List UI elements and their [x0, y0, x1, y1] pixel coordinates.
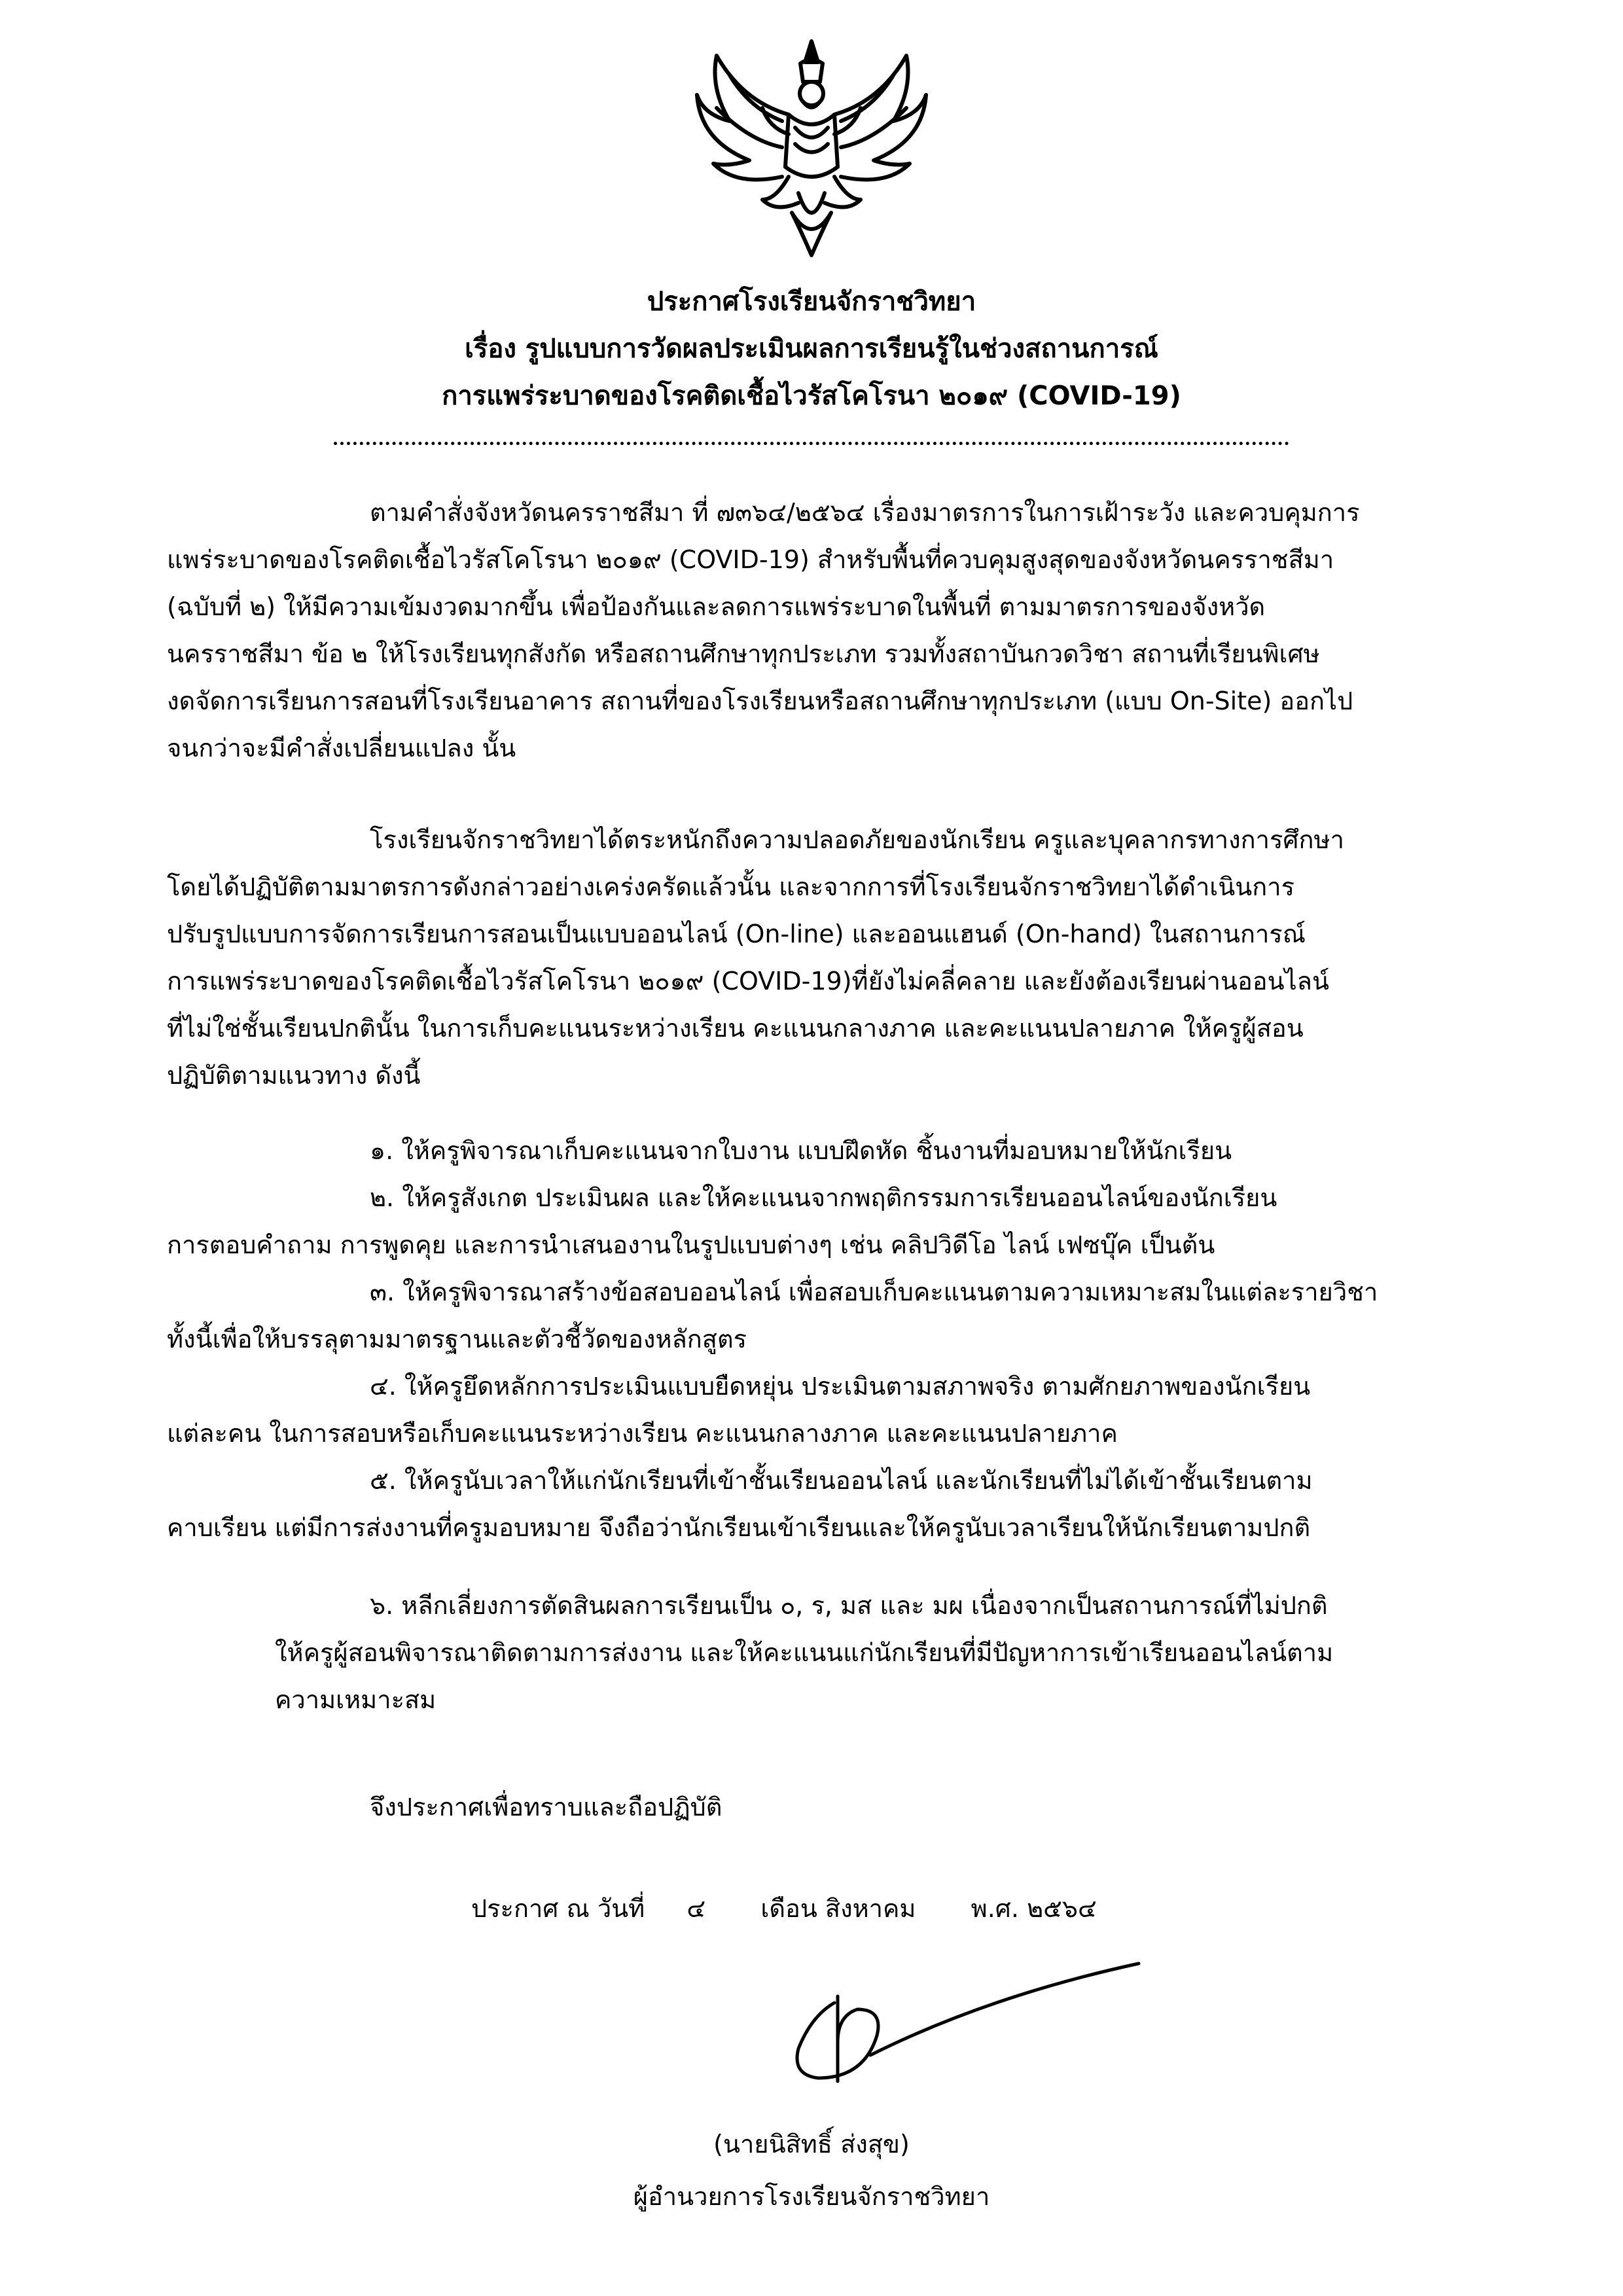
announcement-subject-line2: การแพร่ระบาดของโรคติดเชื้อไวรัสโคโรนา ๒๐๑๙ (COVID-19) — [442, 381, 1181, 411]
garuda-emblem-icon — [690, 36, 933, 259]
list-item-continuation: แต่ละคน ในการสอบหรือเก็บคะแนนระหว่างเรียน คะแนนกลางภาค และคะแนนปลายภาค — [167, 1419, 1118, 1448]
date-month: เดือน สิงหาคม — [760, 1894, 916, 1923]
signatory-position: ผู้อำนวยการโรงเรียนจักราชวิทยา — [633, 2182, 990, 2211]
announcement-title: ประกาศโรงเรียนจักราชวิทยา — [647, 287, 976, 317]
signature-icon — [772, 1957, 1152, 2088]
list-item-continuation: การตอบคำถาม การพูดคุย และการนำเสนองานในรูปแบบต่างๆ เช่น คลิปวิดีโอ ไลน์ เฟซบุ๊ค เป็นต้น — [167, 1230, 1215, 1259]
paragraph-line: งดจัดการเรียนการสอนที่โรงเรียนอาคาร สถานที่ของโรงเรียนหรือสถานศึกษาทุกประเภท (แบบ On-Site) ออกไป — [167, 687, 1353, 715]
paragraph-line: (ฉบับที่ ๒) ให้มีความเข้มงวดมากขึ้น เพื่อป้องกันและลดการแพร่ระบาดในพื้นที่ ตามมาตรการของจังหวัด — [167, 592, 1266, 621]
paragraph-line: การแพร่ระบาดของโรคติดเชื้อไวรัสโคโรนา ๒๐๑๙ (COVID-19)ที่ยังไม่คลี่คลาย และยังต้องเรียนผ่านออนไลน์ — [167, 967, 1329, 996]
list-item: ๔. ให้ครูยึดหลักการประเมินแบบยืดหยุ่น ประเมินตามสภาพจริง ตามศักยภาพของนักเรียน — [370, 1372, 1311, 1401]
list-item-continuation: ทั้งนี้เพื่อให้บรรลุตามมาตรฐานและตัวชี้วัดของหลักสูตร — [167, 1325, 747, 1354]
paragraph-line: ตามคำสั่งจังหวัดนครราชสีมา ที่ ๗๓๖๔/๒๕๖๔ เรื่องมาตรการในการเฝ้าระวัง และควบคุมการ — [370, 498, 1360, 527]
closing-statement: จึงประกาศเพื่อทราบและถือปฏิบัติ — [370, 1793, 722, 1821]
announcement-subject: เรื่อง รูปแบบการวัดผลประเมินผลการเรียนรู้ในช่วงสถานการณ์ — [465, 334, 1158, 364]
date-day: ๔ — [687, 1894, 706, 1923]
list-item-continuation: ความเหมาะสม — [275, 1685, 437, 1714]
list-item: ๖. หลีกเลี่ยงการตัดสินผลการเรียนเป็น ๐, ร, มส และ มผ เนื่องจากเป็นสถานการณ์ที่ไม่ปกติ — [370, 1591, 1328, 1620]
signatory-name: (นายนิสิทธิ์ ส่งสุข) — [713, 2130, 910, 2159]
announcement-date — [471, 1888, 1097, 1928]
paragraph-line: โรงเรียนจักราชวิทยาได้ตระหนักถึงความปลอดภัยของนักเรียน ครูและบุคลากรทางการศึกษา — [370, 825, 1344, 854]
list-item: ๑. ให้ครูพิจารณาเก็บคะแนนจากใบงาน แบบฝึดหัด ชิ้นงานที่มอบหมายให้นักเรียน — [370, 1136, 1232, 1165]
paragraph-line: ปรับรูปแบบการจัดการเรียนการสอนเป็นแบบออนไลน์ (On-line) และออนแฮนด์ (On-hand) ในสถานการณ์ — [167, 920, 1306, 948]
list-item-continuation: ให้ครูผู้สอนพิจารณาติดตามการส่งงาน และให้คะแนนแก่นักเรียนที่มีปัญหาการเข้าเรียนออนไลน์ตาม — [275, 1638, 1334, 1667]
date-year: พ.ศ. ๒๕๖๔ — [971, 1894, 1097, 1923]
list-item-continuation: คาบเรียน แต่มีการส่งงานที่ครูมอบหมาย จึงถือว่านักเรียนเข้าเรียนและให้ครูนับเวลาเรียนให้นักเรียนตามปกติ — [167, 1513, 1311, 1542]
list-item: ๓. ให้ครูพิจารณาสร้างข้อสอบออนไลน์ เพื่อสอบเก็บคะแนนตามความเหมาะสมในแต่ละรายวิชา — [370, 1278, 1378, 1306]
paragraph-line: แพร่ระบาดของโรคติดเชื้อไวรัสโคโรนา ๒๐๑๙ (COVID-19) สำหรับพื้นที่ควบคุมสูงสุดของจังหวัดนครราชสีมา — [167, 545, 1334, 574]
list-item: ๒. ให้ครูสังเกต ประเมินผล และให้คะแนนจากพฤติกรรมการเรียนออนไลน์ของนักเรียน — [370, 1183, 1277, 1212]
paragraph-line: นครราชสีมา ข้อ ๒ ให้โรงเรียนทุกสังกัด หรือสถานศึกษาทุกประเภท รวมทั้งสถาบันกวดวิชา สถานที่เรียนพิเศษ — [167, 639, 1320, 668]
paragraph-line: โดยได้ปฏิบัติตามมาตรการดังกล่าวอย่างเคร่งครัดแล้วนั้น และจากการที่โรงเรียนจักราชวิทยาได้ดำเนินการ — [167, 872, 1295, 901]
dotted-divider — [334, 442, 1289, 448]
date-prefix: ประกาศ ณ วันที่ — [471, 1894, 645, 1923]
paragraph-line: ปฏิบัติตามแนวทาง ดังนี้ — [167, 1061, 421, 1090]
paragraph-line: จนกว่าจะมีคำสั่งเปลี่ยนแปลง นั้น — [167, 734, 516, 762]
paragraph-line: ที่ไม่ใช่ชั้นเรียนปกตินั้น ในการเก็บคะแนนระหว่างเรียน คะแนนกลางภาค และคะแนนปลายภาค ให้ครูผู้สอน — [167, 1014, 1304, 1043]
list-item: ๕. ให้ครูนับเวลาให้แก่นักเรียนที่เข้าชั้นเรียนออนไลน์ และนักเรียนที่ไม่ได้เข้าชั้นเรียนตาม — [370, 1466, 1313, 1495]
